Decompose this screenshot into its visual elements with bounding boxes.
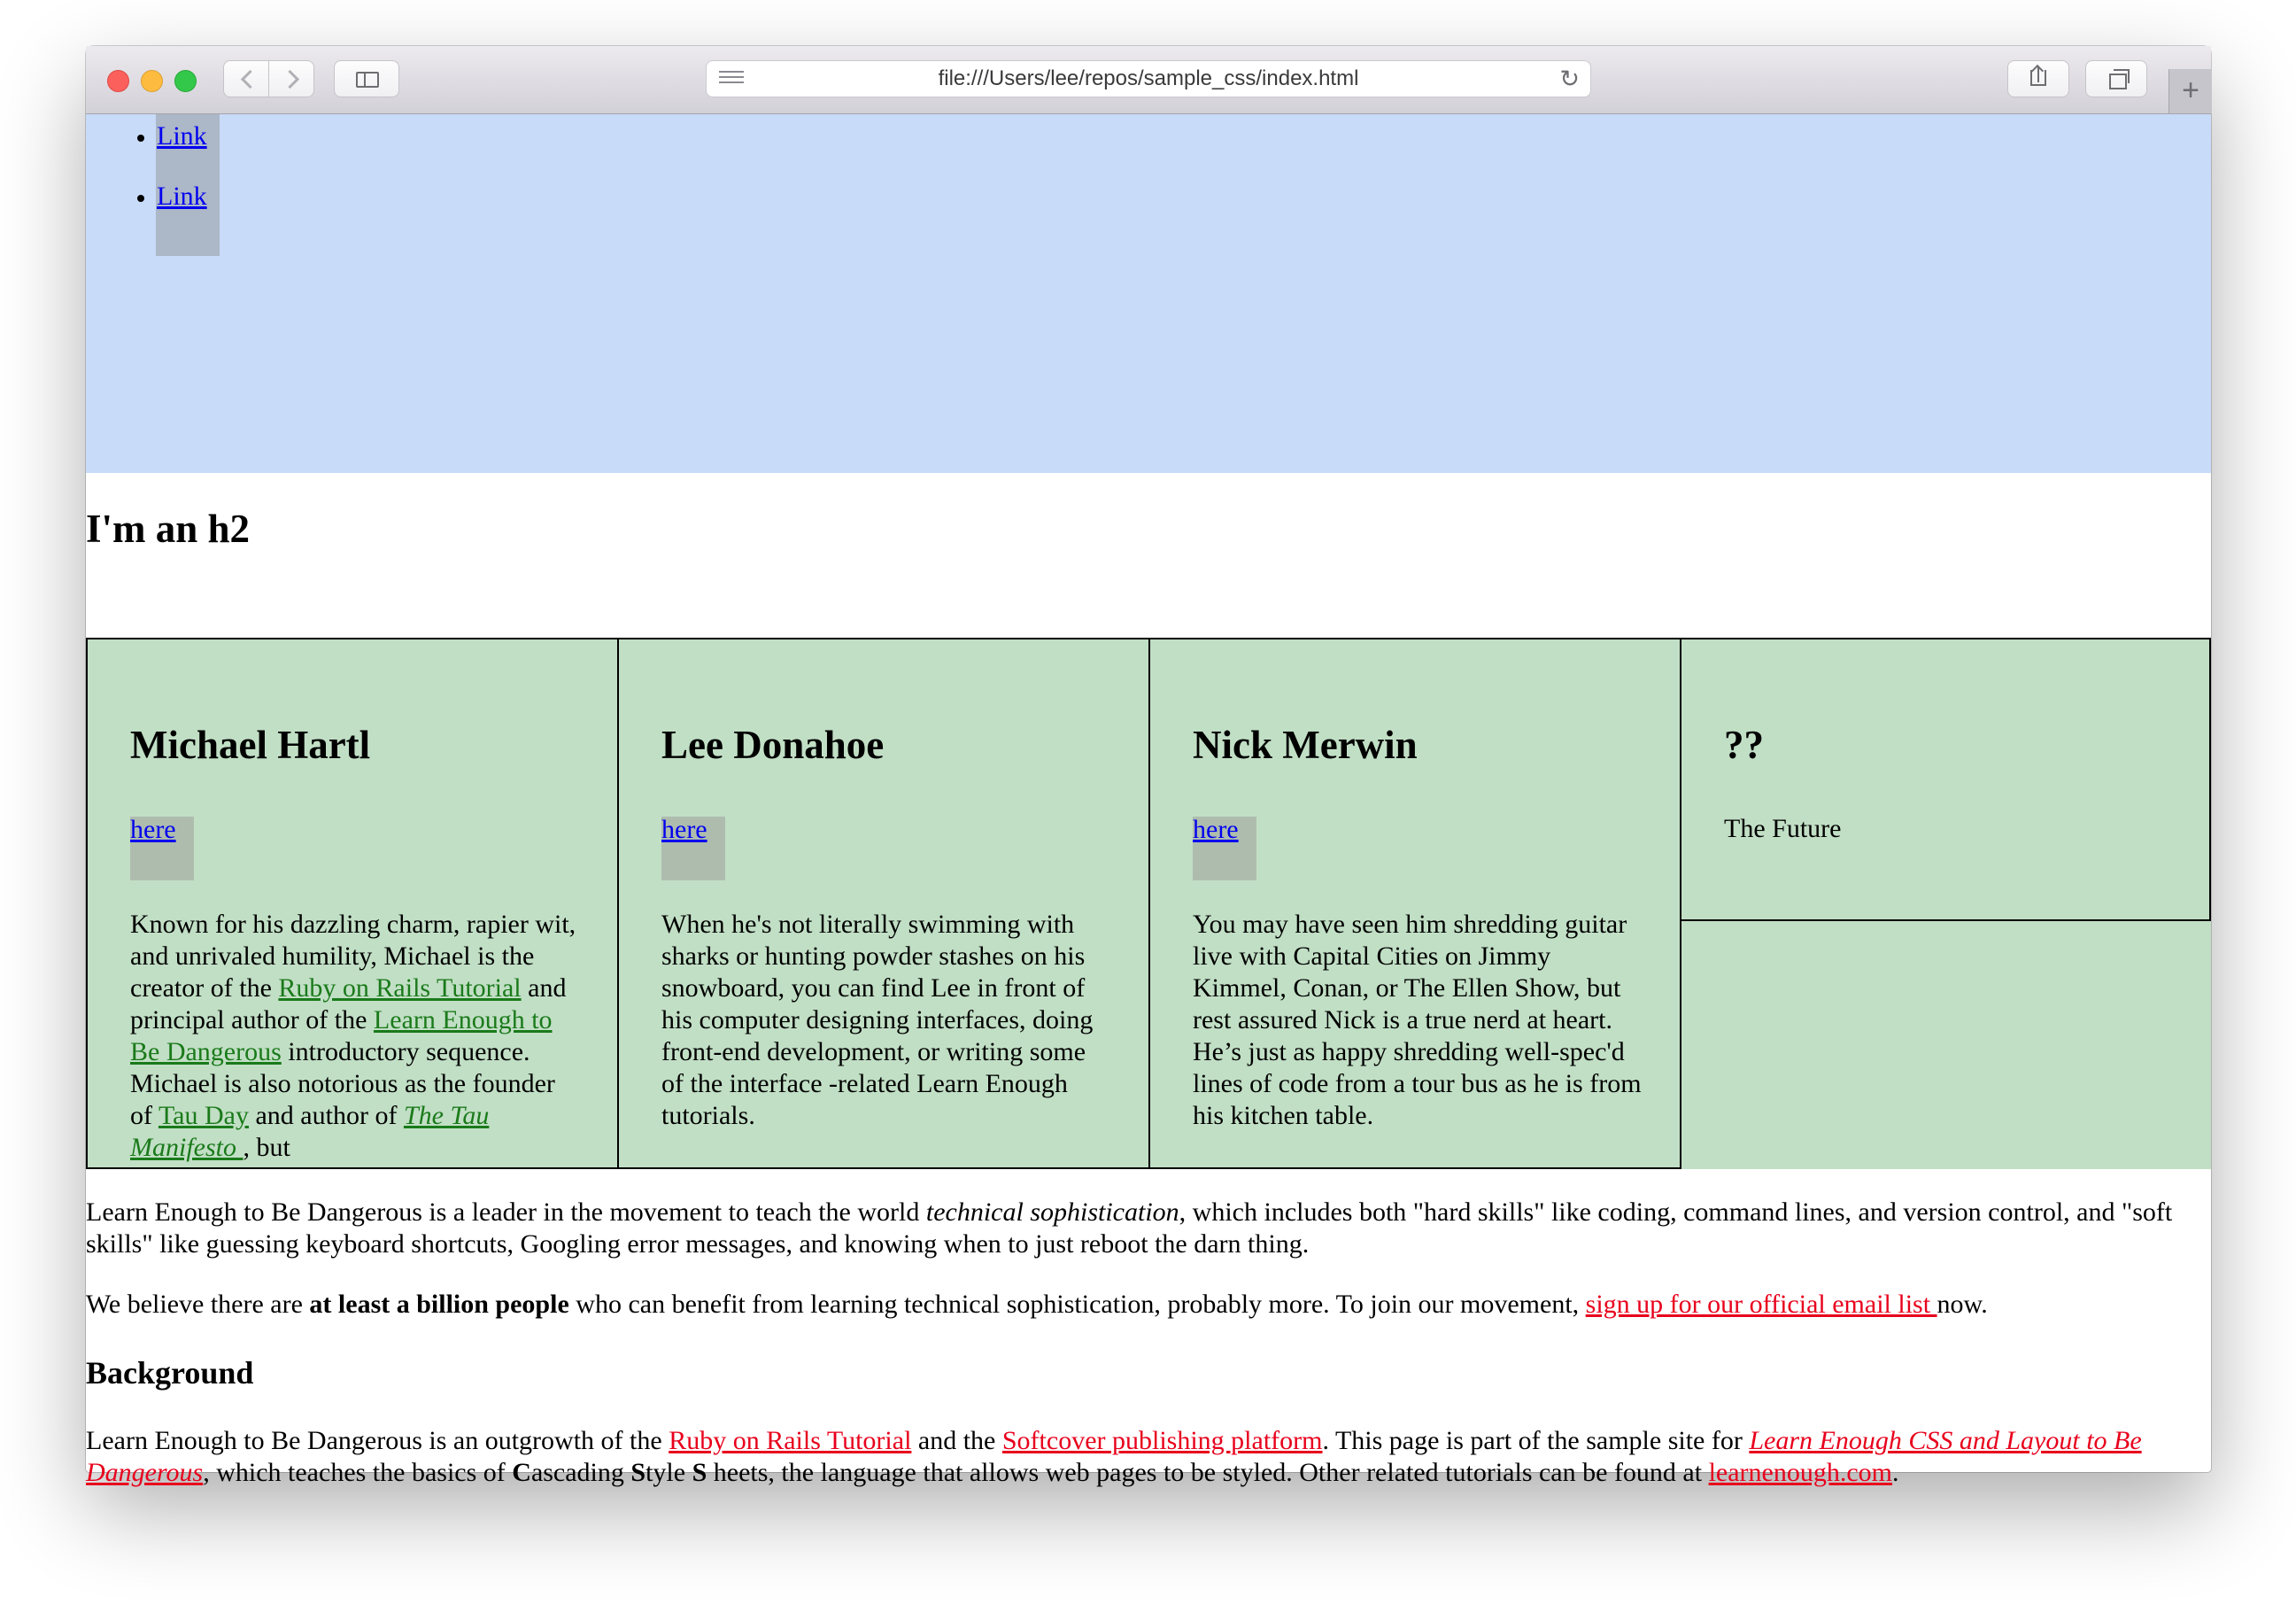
web-page — [86, 114, 2211, 1487]
join-strong: at least a billion people — [309, 1290, 569, 1319]
bg-strong: C — [512, 1458, 531, 1487]
bio-text: The Future — [1724, 814, 1842, 843]
background-paragraph — [86, 1425, 2211, 1489]
softcover-link[interactable]: Softcover publishing platform — [1001, 1426, 1323, 1455]
join-text: We believe there are — [86, 1290, 310, 1319]
bio-name: Michael Hartl — [130, 723, 371, 767]
ruby-on-rails-tutorial-link[interactable]: Ruby on Rails Tutorial — [278, 973, 522, 1003]
chevron-right-icon — [281, 70, 299, 89]
bio-here-link[interactable]: here — [130, 815, 176, 844]
bg-text: tyle — [646, 1458, 692, 1487]
bg-text: . This page is part of the sample site for — [1322, 1426, 1750, 1455]
bg-text: heets, the language that allows web pages to be styled. Other related tutorials can be found at — [707, 1458, 1709, 1487]
bio-text: When he's not literally swimming with sharks or hunting powder stashes on his snowboard, you can find Lee in front of his computer designing interfaces, doing front-end development, or writing some of the interface -related Learn Enough tutorials. — [661, 910, 1094, 1130]
bio-text-part: and principal author of the — [130, 973, 567, 1034]
bio-here-link[interactable]: here — [1193, 815, 1239, 844]
bio-text — [130, 909, 582, 1164]
join-text: who can benefit from learning technical sophistication, probably more. To join our movement, — [568, 1290, 1586, 1319]
bio-name: ?? — [1724, 723, 1764, 767]
bio-section — [86, 638, 2211, 1169]
nav-link-1[interactable]: Link — [157, 121, 207, 151]
new-tab-button[interactable]: + — [2168, 69, 2212, 113]
tabs-icon — [2109, 74, 2127, 89]
bg-strong: S — [630, 1458, 646, 1487]
learn-enough-link[interactable]: Learn Enough to Be Dangerous — [130, 1005, 553, 1066]
bg-text: , which teaches the basics of — [203, 1458, 513, 1487]
css-layout-link[interactable]: Learn Enough CSS and Layout to Be Dangerous — [86, 1426, 2142, 1487]
bio-card-nick — [1148, 638, 1681, 1169]
nav-link-2[interactable]: Link — [157, 182, 207, 211]
share-arrow-icon — [2037, 66, 2039, 82]
bio-name: Lee Donahoe — [661, 723, 885, 767]
bio-text: You may have seen him shredding guitar live with Capital Cities on Jimmy Kimmel, Conan, or The Ellen Show, but rest assured Nick is a true nerd at heart. He’s just as happy shredding well-spec'd lines of code from a tour bus as he is from his kitchen table. — [1193, 910, 1642, 1130]
minimize-window-button[interactable] — [141, 70, 163, 92]
bg-strong: S — [692, 1458, 707, 1487]
tau-manifesto-link[interactable]: The Tau Manifesto — [130, 1101, 490, 1162]
nav-item — [157, 182, 207, 212]
sidebar-toggle-button[interactable] — [334, 60, 399, 97]
zoom-window-button[interactable] — [174, 70, 197, 92]
sidebar-icon — [356, 72, 379, 88]
bio-text-part: introductory sequence. Michael is also notorious as the founder of — [130, 1037, 555, 1130]
intro-emphasis: technical sophistication — [925, 1197, 1179, 1227]
chevron-left-icon — [241, 70, 259, 89]
close-window-button[interactable] — [107, 70, 129, 92]
bio-card-michael — [86, 638, 619, 1169]
learnenough-link[interactable]: learnenough.com — [1708, 1458, 1893, 1487]
rails-tutorial-link[interactable]: Ruby on Rails Tutorial — [669, 1426, 912, 1455]
show-tabs-button[interactable] — [2085, 60, 2147, 97]
reload-icon[interactable]: ↻ — [1559, 66, 1580, 92]
bio-card-future — [1680, 638, 2211, 921]
nav-list — [157, 121, 207, 242]
intro-text: , which includes both "hard skills" like coding, command lines, and version control, and "soft skills" like guessing keyboard shortcuts, Googling error messages, and knowing when to just reboot the darn thing. — [86, 1197, 2173, 1259]
tau-day-link[interactable]: Tau Day — [158, 1101, 249, 1130]
bio-card-lee — [617, 638, 1150, 1169]
browser-window — [86, 46, 2211, 1487]
bio-name: Nick Merwin — [1193, 723, 1418, 767]
background-heading: Background — [86, 1355, 254, 1391]
bio-here-link[interactable]: here — [661, 815, 707, 844]
bg-text: . — [1892, 1458, 1899, 1487]
bg-text: Learn Enough to Be Dangerous is an outgrowth of the — [86, 1426, 669, 1455]
bio-text-part: and author of — [248, 1101, 404, 1130]
url-text[interactable]: file:///Users/lee/repos/sample_css/index.html — [938, 66, 1359, 90]
share-button[interactable] — [2007, 60, 2069, 97]
address-bar[interactable] — [706, 60, 1591, 97]
bg-text: and the — [911, 1426, 1002, 1455]
intro-paragraph — [86, 1197, 2211, 1260]
join-text: now. — [1937, 1290, 1988, 1319]
nav-item — [157, 121, 207, 151]
bio-text-part: , but — [243, 1133, 290, 1162]
back-button[interactable] — [223, 60, 269, 97]
intro-text: Learn Enough to Be Dangerous is a leader in the movement to teach the world — [86, 1197, 926, 1227]
join-paragraph — [86, 1289, 2211, 1321]
hero-section — [86, 114, 2211, 473]
email-list-link[interactable]: sign up for our official email list — [1585, 1290, 1937, 1319]
bg-text: ascading — [530, 1458, 631, 1487]
forward-button[interactable] — [268, 60, 314, 97]
bio-text-part: Known for his dazzling charm, rapier wit, and unrivaled humility, Michael is the creator of the — [130, 910, 576, 1003]
title-bar — [86, 46, 2211, 114]
page-heading: I'm an h2 — [86, 507, 251, 551]
